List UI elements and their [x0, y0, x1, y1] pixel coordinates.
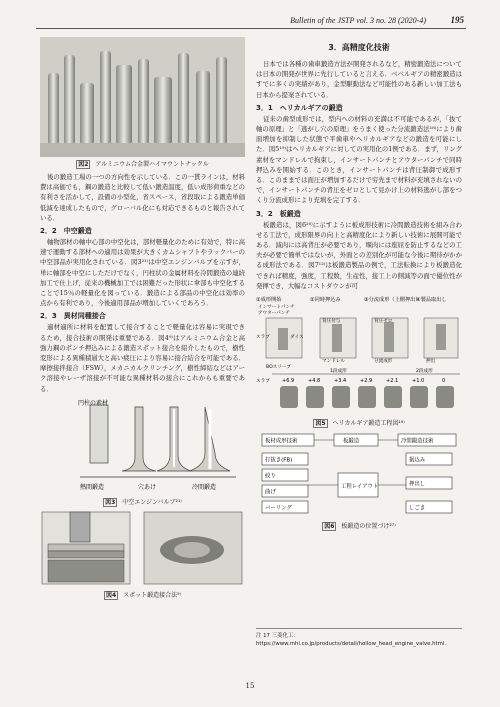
page-header [36, 14, 466, 29]
paragraph: 適材適所に材料を配置して接合することで軽量化は容易に実現できるため，接合技術の開発は重要である．図4⁹⁾はアルミニウム合金と高強力鋼のポンチ押込みによる鍛造スポット接合を紹介したもので，樹性変形による異種積層大と高い疲圧により容易に接合結合を可能である．摩擦接拌接合（FSW），メカニカルクリンチング，樹性締結などはアーク溶接やレーザ溶接が不可能な異種材料の接合にこれからも重要である． [40, 323, 245, 393]
footnote: 注 17 三菱化工：https://www.mhi.co.jp/products/detail/hollow_head_engine_valve.html. [256, 628, 462, 648]
figure-4-number: 図4 [106, 591, 117, 599]
section-heading: 2．3 異材同種接合 [40, 312, 106, 321]
figure-3-caption: 中空エンジンバルブ²¹⁾ [122, 498, 182, 506]
step-label: 冷間鍛造 [192, 483, 217, 491]
diagram-label: スラブ [256, 335, 270, 341]
journal-title: Bulletin of the JSTP vol. 3 no. 28 (2020-4) [290, 16, 426, 25]
diagram-label: ダイス [290, 335, 304, 341]
diagram-label: 1段成形 [330, 369, 347, 375]
paragraph: 板鍛造は，図6²⁰⁾に示すように板成形技術に冷間鍛造技術を組み合わせる工法で，成形限界の向上と高精度化により新しい技術に展開可能である．減肉には高背圧が必要であり，堰肉には座屈を防止するなどの工夫が必要で簡単ではないが，外面との差別化が可能な今後に期待がかかる成形法である．図7¹²⁾は板鍛造製品の例で，工法転換により板鍛造化できれば精度，強度，工程数，生産性，接工上の側減等の面で優位性が発揮でき，大幅なコストダウンが可 [256, 220, 462, 290]
diagram-label: 2段成形 [416, 369, 433, 375]
section-heading: 2．2 中空鍛造 [40, 227, 92, 236]
diagram-label: スラブ [256, 379, 270, 385]
figure-2-caption: アルミニウム合金製ハイマウントナックル [95, 161, 209, 168]
process-box: 打抜き(FB) [265, 457, 293, 464]
page-number: 195 [450, 15, 464, 25]
diagram-label: アウターパンチ [258, 311, 290, 317]
figure-3-number: 図3 [105, 498, 116, 506]
step-label: ④製品取出し [416, 297, 447, 304]
category-box: 冷間鍛造技術 [401, 438, 434, 445]
stroke-value: +3.4 [334, 378, 347, 385]
chapter-heading: 3．高精度化技術 [328, 43, 390, 52]
figure-5-caption: ヘリカルギア鍛造工程図¹⁹⁾ [332, 420, 405, 428]
material-label: 円柱の素材 [78, 399, 109, 407]
valve-diagram [40, 397, 245, 495]
figure-2 [40, 37, 245, 168]
step-label: ②同時押込み [310, 297, 341, 304]
figure-6-number: 図6 [324, 523, 335, 531]
figure-5-number: 図5 [315, 420, 326, 428]
section-heading: 3．1 ヘリカルギアの鍛造 [256, 103, 343, 112]
stroke-value: +6.9 [282, 378, 295, 385]
diagram-label: インサートパンチ [258, 305, 295, 311]
figure-3 [40, 397, 245, 506]
diagram-label: 押出 [426, 359, 436, 365]
figure-2-number: 図2 [78, 161, 89, 168]
paragraph: 軸物部材の軸中心部の中空化は，部材軽量化のために有効で，特に高速で運動する部材への適用は効果が大きくカムシャフトやラックバーの中空部品が実用化されている．図3²¹⁾は中空エンジンバルブを示すが，単に軸部を中空にしただけでなく，円柱状の金属材料を冷間鍛造の連続加工で仕上げ，従来の機械加工では困難だった形状に傘部も中空化することで15％の軽量化を図っている．鍛造による部品の中空化は効率の点から有利であり，今後適用部品が増加していくであろう． [40, 238, 245, 308]
process-box: しごき [409, 505, 426, 512]
process-box: 据込み [409, 457, 426, 464]
category-box: 板材成形技術 [265, 438, 298, 445]
stroke-value: +1.0 [412, 378, 425, 385]
stroke-value: 0 [442, 378, 446, 385]
diagram-label: マンドレル [322, 359, 345, 365]
page-footer-number: 15 [245, 682, 255, 690]
knuckle-photo [40, 37, 245, 157]
step-label: 穴あけ [138, 483, 157, 491]
figure-4-caption: スポット鍛造接合法⁹⁾ [123, 591, 181, 599]
paragraph: 従来の歯型成形では，型内への材料の充満は不可能であるが，「抜て軸の原理」と「逃がし穴の原理」をうまく使った分流鍛造法¹⁸⁾により歯面増加を抑制した状態で平歯車やヘリカルギアなどの鍛造を可能にした．図5¹⁹⁾はヘリカルギアに対しての実用化の1例である．まず，リング素材をマンドレルで拘束し，インサートパンチとアウターパンチで同時押込みを開始する．このとき，インサートパンチは背圧制御で成形する．このままでは面圧が増加するだけで穷先まで材料が充填されないので，インサートパンチの背圧をゼロとして見かけ上の材料逃がし部をつくり分流成形により充填を完了する． [256, 114, 462, 205]
right-column [256, 34, 462, 534]
helical-gear-process-diagram [256, 294, 462, 412]
diagram-label: 背圧付与 [322, 319, 341, 325]
category-box: 板鍛造 [343, 438, 360, 445]
figure-5 [256, 294, 462, 427]
paragraph: 後の鍛造工場の一つの方向性を示している．この一貫ラインは，材料費は高価でも，鋼の鍛造と比較して低い鍛造温度，低い成形荷重などの有利さを活かして，設備の小型化，省スペース，省段取による鍛造単価低減を達成したもので，グローバル化にも対応できるものと報告されている． [40, 173, 245, 222]
figure-6 [256, 431, 462, 530]
process-box: バーリング [265, 505, 292, 512]
figure-6-caption: 板鍛造の位置づけ²⁷⁾ [341, 523, 396, 531]
section-heading: 3．2 板鍛造 [256, 209, 301, 218]
process-box: 絞り [265, 473, 276, 480]
paragraph: 日本では各種の歯車鍛造方法が開発されるなど，精密鍛造法については日本の開発が世界に先行していると言える．ベベルギアの精密鍛造はすでに多くの実績があり，金型駆動法など可能性のある新しい加工法も日本から提案されている． [256, 60, 462, 99]
plate-forging-positioning-diagram [256, 431, 462, 515]
diagram-label: 分流成形 [374, 359, 393, 365]
step-label: ①成形開始 [256, 297, 282, 304]
step-label: ③分流成形（上側押出） [364, 297, 421, 304]
figure-4 [40, 510, 245, 599]
diagram-label: 背圧ゼロ [374, 319, 393, 325]
process-box: 曲げ [265, 489, 276, 496]
center-box: 工程レイアウト [341, 484, 379, 491]
step-label: 熱間鍛造 [80, 483, 105, 491]
left-column [40, 34, 245, 603]
diagram-label: BOスリーブ [266, 365, 291, 371]
stroke-value: +2.9 [360, 378, 373, 385]
spot-forging-diagram [40, 510, 245, 588]
process-box: 押出し [409, 481, 426, 488]
stroke-value: +2.1 [386, 378, 399, 385]
stroke-value: +4.8 [308, 378, 321, 385]
